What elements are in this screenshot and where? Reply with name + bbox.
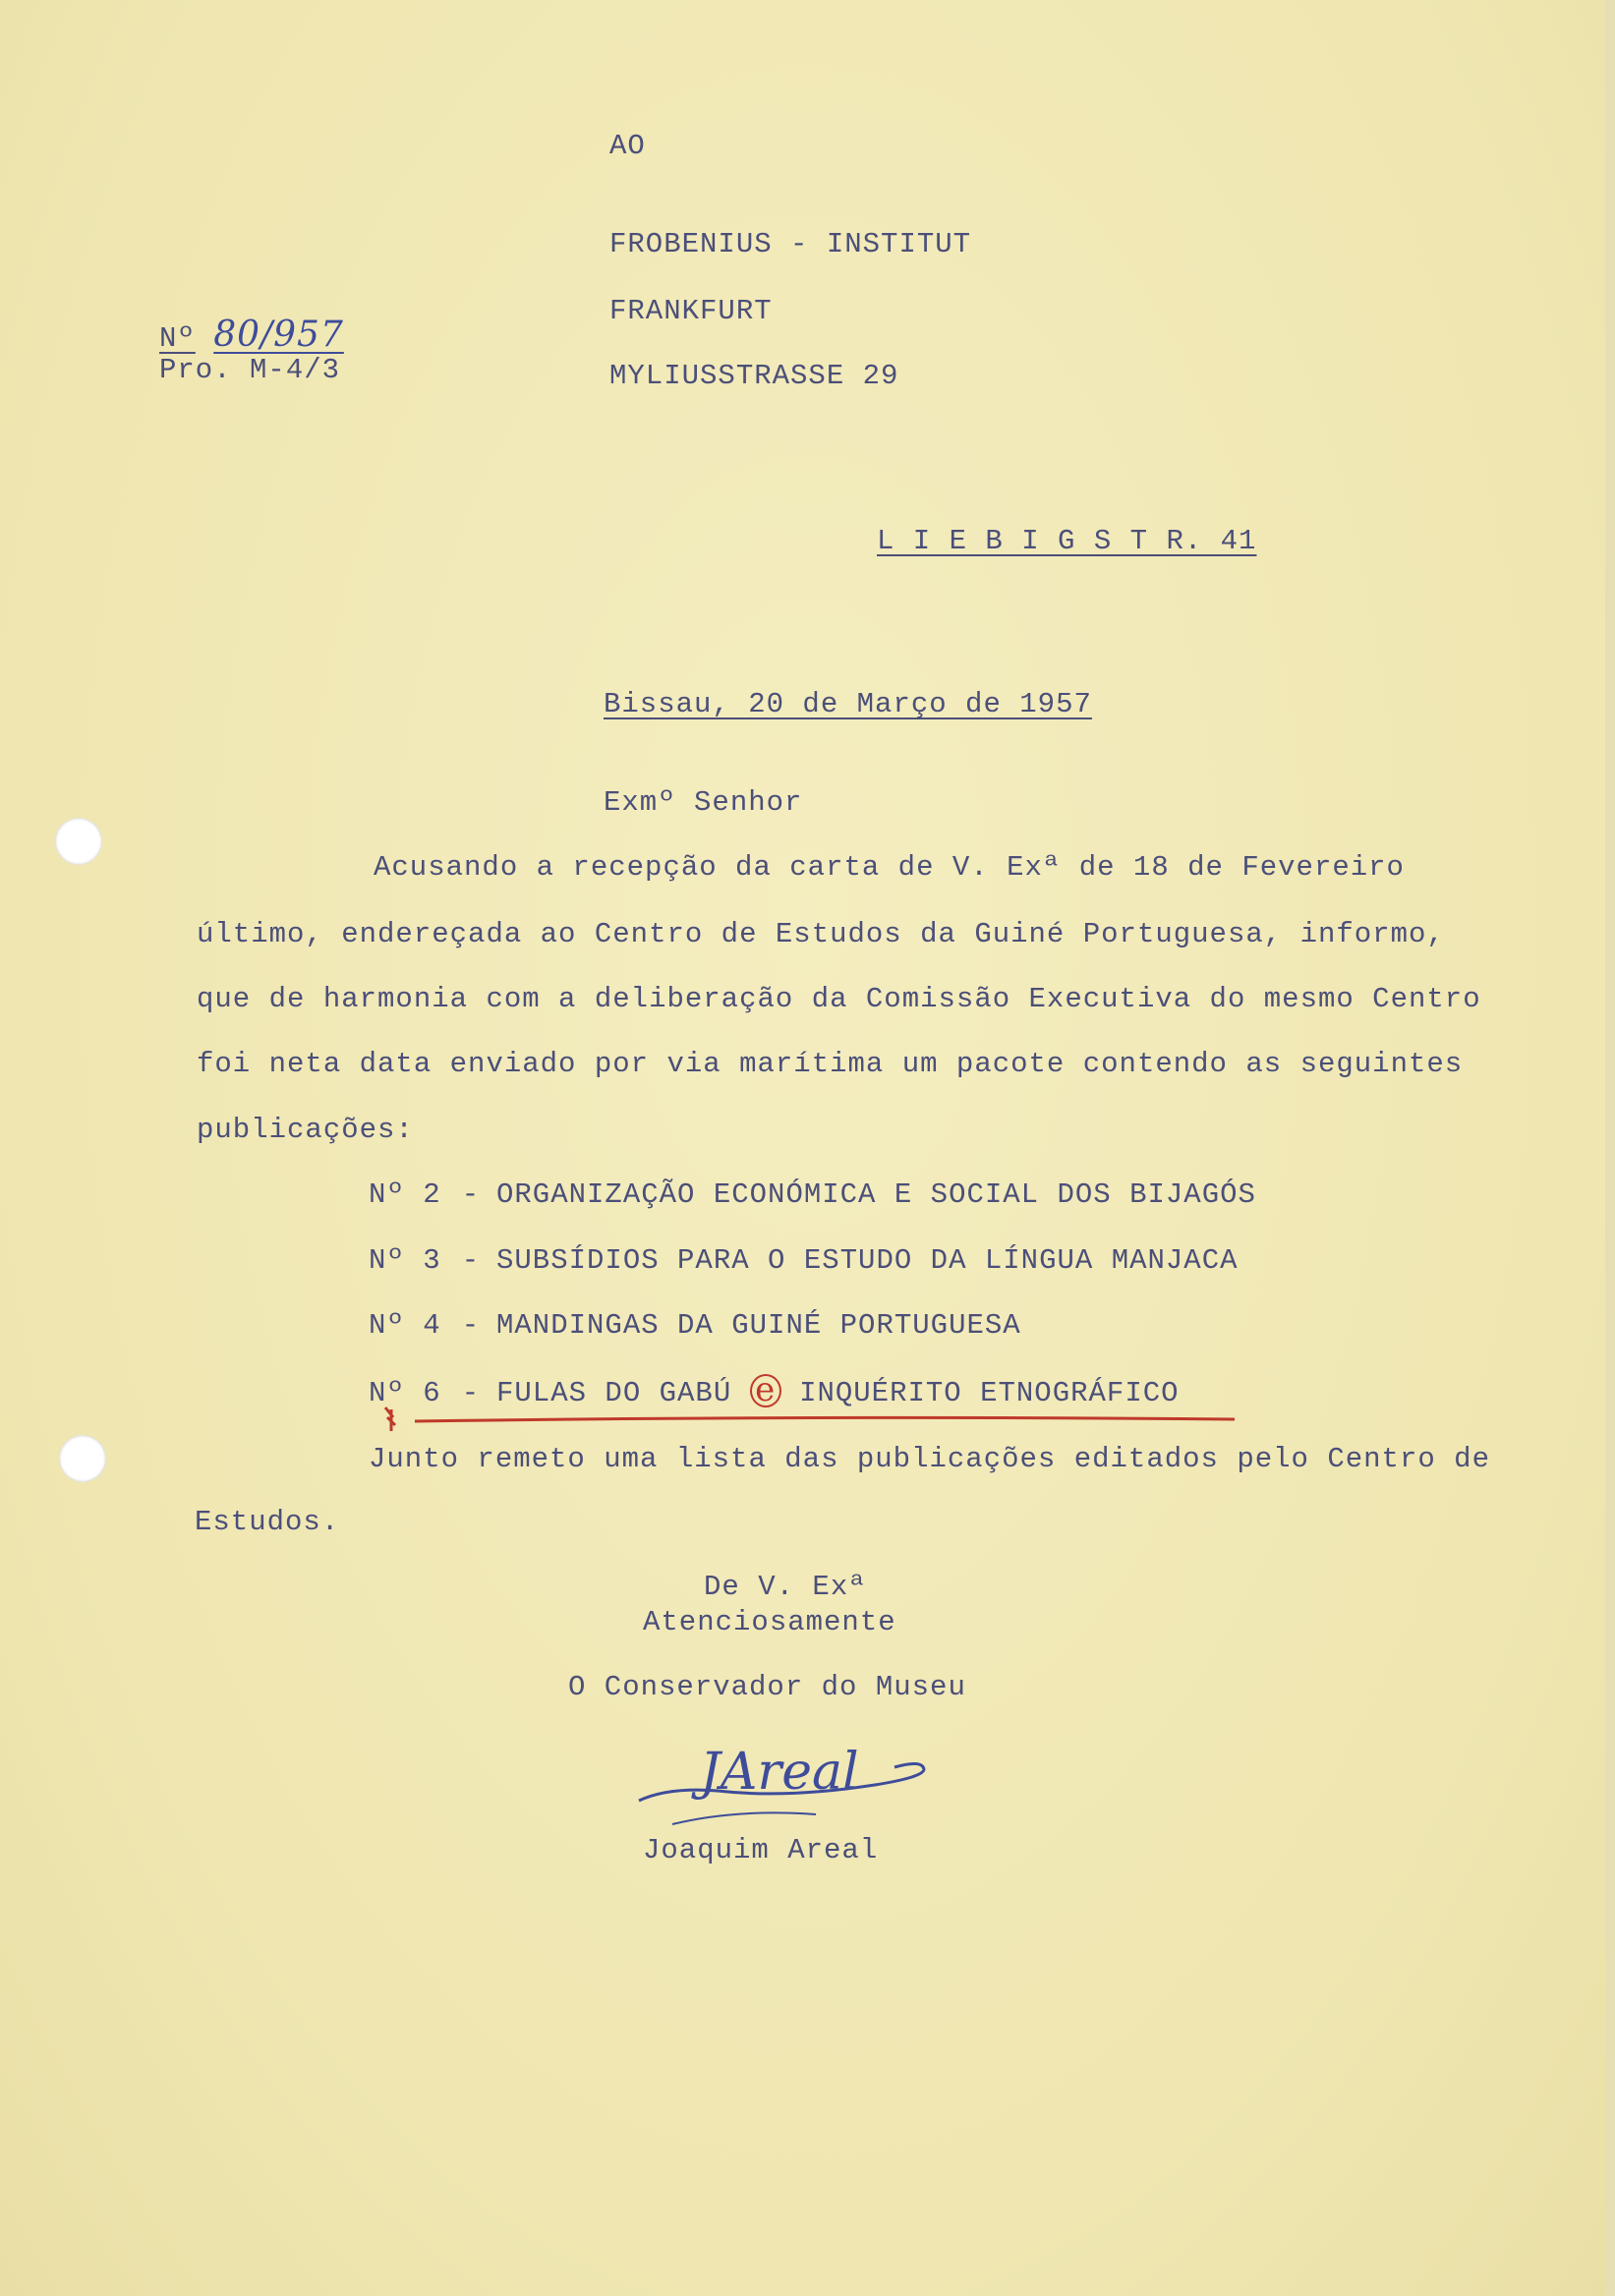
publication-title: ORGANIZAÇÃO ECONÓMICA E SOCIAL DOS BIJAGÓS	[496, 1178, 1256, 1211]
body-line: foi neta data enviado por via marítima um pacote contendo as seguintes	[197, 1048, 1464, 1080]
reference-number	[159, 315, 344, 355]
signatory-name: Joaquim Areal	[643, 1834, 879, 1866]
publication-item: Nº 3 - SUBSÍDIOS PARA O ESTUDO DA LÍNGUA MANJACA	[369, 1244, 1239, 1277]
reference-number-value: 80/957	[213, 315, 344, 355]
recipient-name: FROBENIUS - INSTITUT	[609, 228, 972, 260]
street-correction: L I E B I G S T R. 41	[877, 525, 1257, 557]
body-line: publicações:	[197, 1114, 414, 1146]
publication-title-part: INQUÉRITO ETNOGRÁFICO	[799, 1377, 1180, 1409]
handwritten-signature	[629, 1730, 944, 1838]
punch-hole	[55, 818, 102, 865]
punch-hole	[59, 1435, 106, 1482]
body-line: Acusando a recepção da carta de V. Exª de 18 de Fevereiro	[374, 851, 1405, 884]
salutation: Exmº Senhor	[604, 786, 803, 819]
publication-correction-mark: e	[750, 1374, 781, 1407]
red-correction-line	[381, 1404, 1246, 1439]
closing-line: Estudos.	[195, 1506, 340, 1538]
body-line: último, endereçada ao Centro de Estudos da Guiné Portuguesa, informo,	[197, 918, 1445, 950]
publication-item: Nº 4 - MANDINGAS DA GUINÉ PORTUGUESA	[369, 1309, 1021, 1342]
publication-title: MANDINGAS DA GUINÉ PORTUGUESA	[496, 1309, 1021, 1342]
signature-courtesy: De V. Exª	[704, 1571, 867, 1603]
publication-title-part: FULAS DO GABÚ	[496, 1377, 732, 1409]
publication-item: Nº 2 - ORGANIZAÇÃO ECONÓMICA E SOCIAL DOS BIJAGÓS	[369, 1178, 1256, 1211]
closing-line: Junto remeto uma lista das publicações editados pelo Centro de	[369, 1443, 1490, 1475]
recipient-city: FRANKFURT	[609, 295, 773, 327]
publication-number: Nº 3	[369, 1244, 441, 1277]
paper-edge	[1605, 0, 1615, 2296]
address-ao: AO	[609, 130, 646, 162]
signature-title: O Conservador do Museu	[568, 1671, 966, 1703]
publication-item: Nº 6 - FULAS DO GABÚ e INQUÉRITO ETNOGRÁFICO	[369, 1370, 1180, 1409]
dateline: Bissau, 20 de Março de 1957	[604, 688, 1092, 720]
signature-greeting: Atenciosamente	[643, 1606, 896, 1638]
publication-number: Nº 2	[369, 1178, 441, 1211]
recipient-street: MYLIUSSTRASSE 29	[609, 360, 899, 392]
publication-number: Nº 4	[369, 1309, 441, 1342]
body-line: que de harmonia com a deliberação da Comissão Executiva do mesmo Centro	[197, 983, 1481, 1015]
signature-script: JAreal	[700, 1743, 859, 1802]
publication-title: SUBSÍDIOS PARA O ESTUDO DA LÍNGUA MANJACA	[496, 1244, 1239, 1277]
publication-number: Nº 6	[369, 1377, 441, 1409]
reference-process: Pro. M-4/3	[159, 354, 341, 386]
reference-number-label: Nº	[159, 322, 196, 355]
